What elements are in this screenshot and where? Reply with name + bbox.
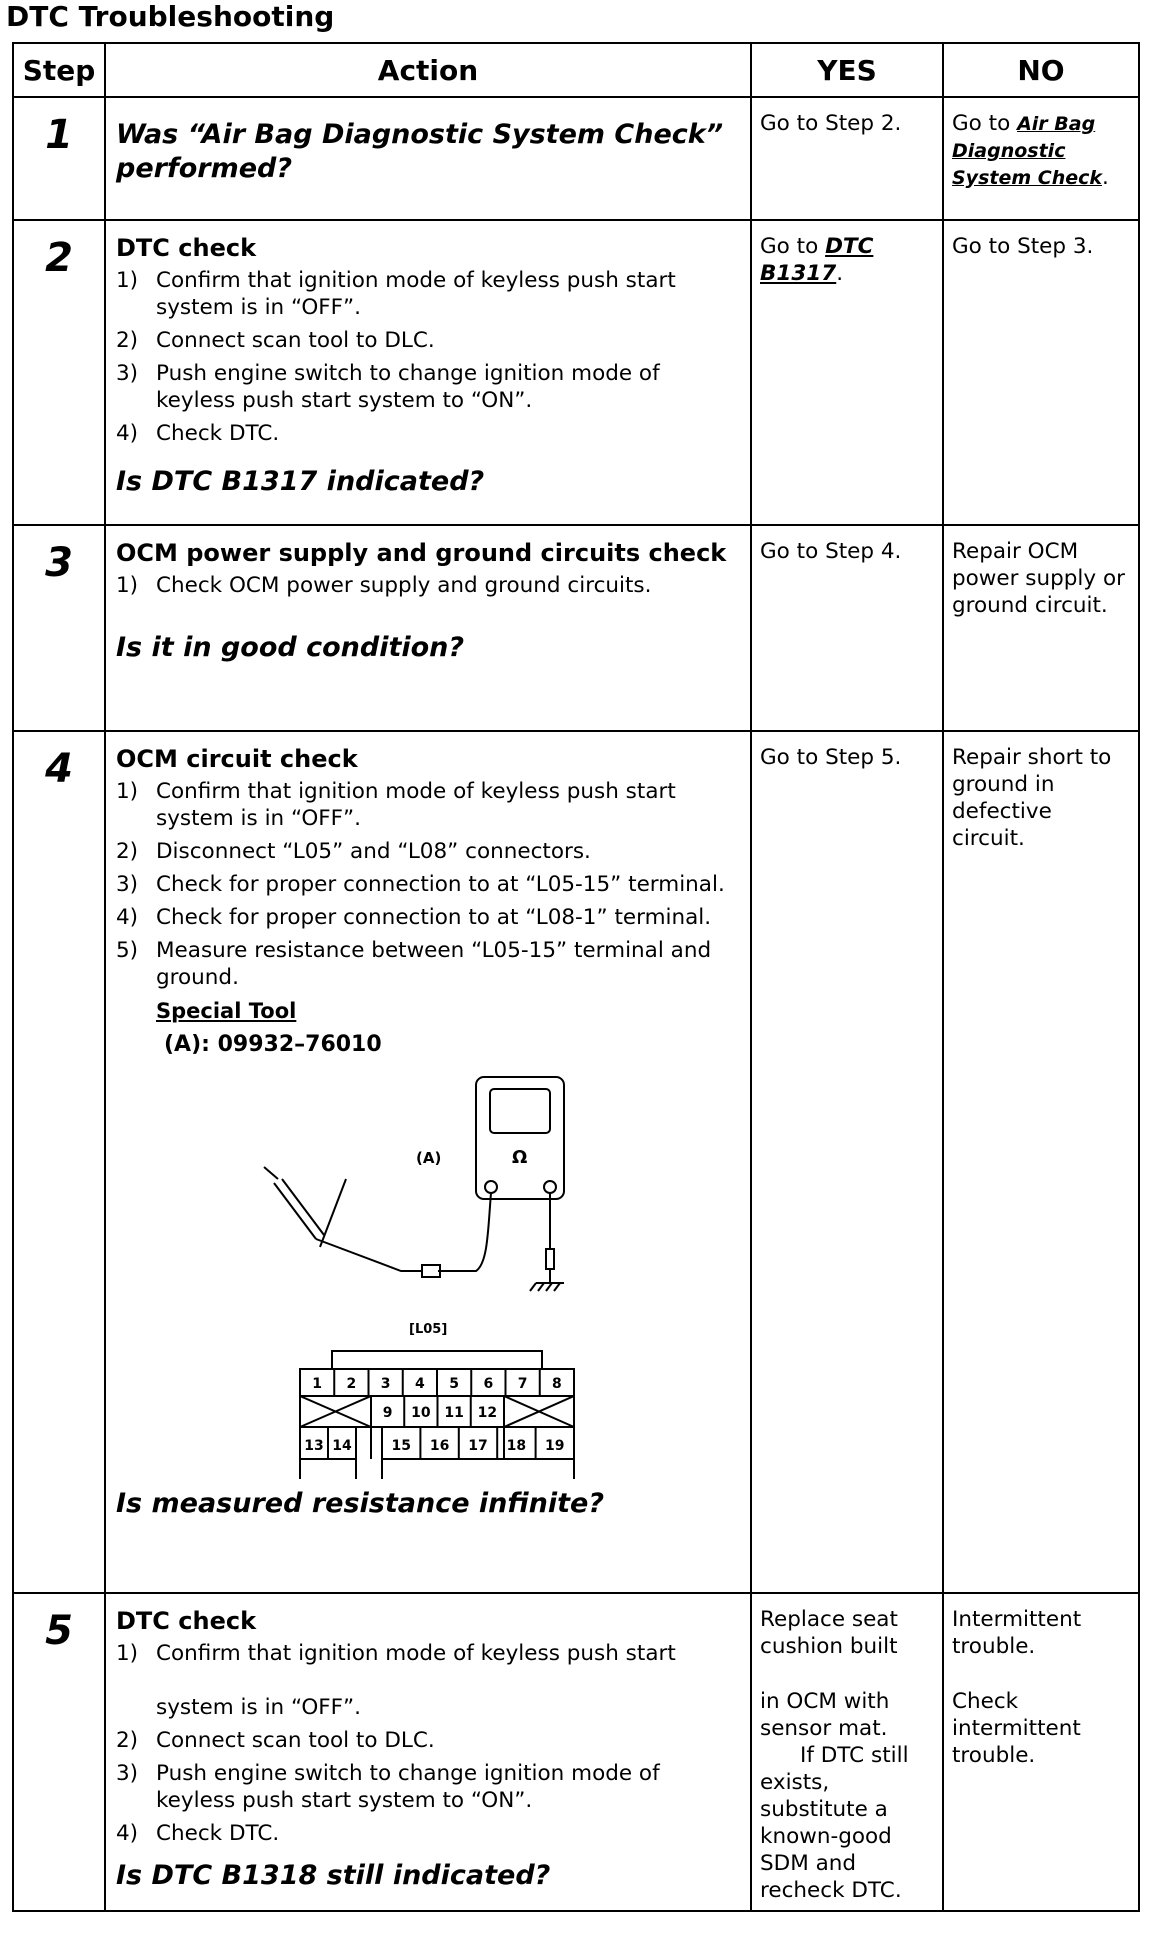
instruction-item: 4) Check for proper connection to at “L08-1” terminal. [116, 905, 712, 930]
no-cell: Repair OCM power supply or ground circuit. [952, 539, 1125, 618]
connector-pin-11: 11 [444, 1405, 464, 1421]
connector-pin-12: 12 [477, 1405, 498, 1421]
instruction-item: 2) Disconnect “L05” and “L08” connectors. [116, 839, 591, 864]
header-no: NO [943, 43, 1139, 97]
connector-pin-19: 19 [545, 1438, 565, 1454]
step-3-row [13, 525, 1139, 731]
step-instructions [116, 1640, 740, 1847]
instruction-item: 3) Check for proper connection to at “L05-15” terminal. [116, 872, 725, 897]
yes-cell: Go to Step 4. [760, 539, 902, 564]
header-row [13, 43, 1139, 97]
special-tool [156, 997, 740, 1059]
yes-cell: Go to Step 5. [760, 745, 902, 770]
dtc-table [12, 42, 1140, 1912]
header-step: Step [13, 43, 105, 97]
no-cell: Go to Step 3. [952, 234, 1094, 259]
air-bag-diagnostic-link[interactable]: Air Bag Diagnostic System Check [952, 113, 1103, 189]
connector-pin-9: 9 [382, 1405, 393, 1421]
step-4-row [13, 731, 1139, 1593]
connector-pin-1: 1 [312, 1376, 322, 1392]
step-question: Was “Air Bag Diagnostic System Check” performed? [116, 119, 724, 184]
connector-pin-2: 2 [346, 1376, 357, 1392]
connector-pin-10: 10 [411, 1405, 431, 1421]
probe-label: (A) [416, 1149, 442, 1167]
step-heading: DTC check [116, 234, 257, 262]
instruction-item: 1) Confirm that ignition mode of keyless push start system is in “OFF”. [116, 779, 676, 831]
document-title: DTC Troubleshooting [6, 0, 335, 33]
no-cell: Go to Air Bag Diagnostic System Check. [952, 111, 1109, 190]
connector-pin-3: 3 [380, 1376, 391, 1392]
connector-pin-dividers [328, 1369, 540, 1479]
step-number: 3 [45, 540, 73, 586]
special-tool-label: Special Tool [156, 999, 297, 1023]
step-heading: OCM power supply and ground circuits check [116, 539, 727, 567]
step-heading: OCM circuit check [116, 745, 358, 773]
step-number: 2 [45, 235, 73, 281]
connector-pin-15: 15 [391, 1438, 411, 1454]
header-action: Action [105, 43, 751, 97]
instruction-item: 1) Check OCM power supply and ground circuits. [116, 573, 652, 598]
step-question: Is it in good condition? [116, 632, 465, 663]
yes-cell: Go to Step 2. [760, 111, 902, 136]
instruction-item: 5) Measure resistance between “L05-15” terminal and ground. [116, 938, 712, 990]
connector-label: [L05] [409, 1322, 448, 1337]
no-cell: Repair short to ground in defective circuit. [952, 745, 1112, 851]
step-number: 1 [45, 112, 73, 158]
instruction-item: 2) Connect scan tool to DLC. [116, 1728, 435, 1753]
step-instructions [116, 778, 740, 991]
ohmmeter-icon [264, 1077, 564, 1291]
step-2-row [13, 220, 1139, 525]
instruction-item: 4) Check DTC. [116, 1821, 280, 1846]
header-yes: YES [751, 43, 943, 97]
step-heading: DTC check [116, 1607, 257, 1635]
connector-pin-5: 5 [449, 1376, 459, 1392]
connector-pin-6: 6 [483, 1376, 494, 1392]
step-1-row [13, 97, 1139, 220]
connector-pin-14: 14 [332, 1438, 352, 1454]
instruction-item: 4) Check DTC. [116, 421, 280, 446]
connector-pin-4: 4 [415, 1376, 425, 1392]
dtc-b1317-link[interactable]: DTC B1317 [760, 234, 874, 286]
instruction-item: 2) Connect scan tool to DLC. [116, 328, 435, 353]
step-question: Is DTC B1317 indicated? [116, 466, 485, 497]
yes-cell: Replace seat cushion built in OCM with sensor mat. If DTC still exists, substitute a known-good SDM and recheck DTC. [760, 1607, 909, 1903]
instruction-item: 1) Confirm that ignition mode of keyless push start system is in “OFF”. [116, 1641, 676, 1720]
step-instructions [116, 267, 740, 447]
connector-pin-17: 17 [468, 1438, 488, 1454]
instruction-item: 3) Push engine switch to change ignition mode of keyless push start system to “ON”. [116, 361, 660, 413]
step-number: 4 [45, 746, 73, 792]
connector-pin-13: 13 [304, 1438, 324, 1454]
instruction-item: 1) Confirm that ignition mode of keyless push start system is in “OFF”. [116, 268, 676, 320]
figure-svg [116, 1059, 742, 1479]
instruction-item: 3) Push engine switch to change ignition mode of keyless push start system to “ON”. [116, 1761, 660, 1813]
yes-cell: Go to DTC B1317. [760, 234, 874, 286]
connector-pin-7: 7 [517, 1376, 528, 1392]
special-tool-code: (A): 09932–76010 [164, 1032, 382, 1057]
connector-pin-8: 8 [552, 1376, 562, 1392]
ohmmeter-connector-figure [116, 1059, 742, 1479]
step-instructions [116, 572, 740, 599]
step-question: Is measured resistance infinite? [116, 1488, 605, 1519]
step-question: Is DTC B1318 still indicated? [116, 1860, 551, 1891]
connector-pin-16: 16 [429, 1438, 450, 1454]
step-number: 5 [45, 1608, 73, 1654]
no-cell: Intermittent trouble. Check intermittent trouble. [952, 1607, 1082, 1768]
ohm-symbol: Ω [512, 1147, 528, 1168]
connector-pin-18: 18 [506, 1438, 527, 1454]
step-5-row [13, 1593, 1139, 1911]
